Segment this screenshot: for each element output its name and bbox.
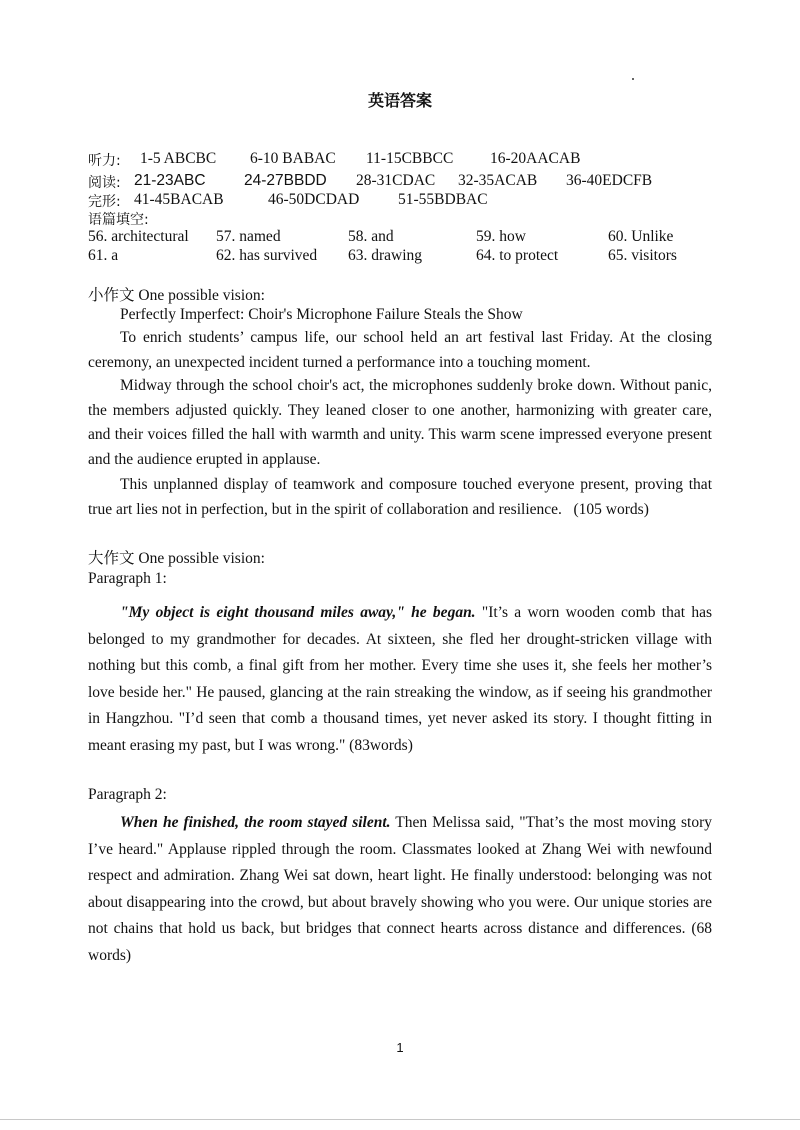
paragraph-2-label: Paragraph 2:: [88, 786, 167, 803]
answer-group: 32-35ACAB: [458, 172, 538, 189]
paragraph-body: Then Melissa said, "That’s the most moving story I’ve heard." Applause rippled through the room. Classmates looked at Zhang Wei with newfound respect and admiration. Zhang Wei sat down, heart light. He finally understood: belonging was not about disappearing into the crowd, but about bravely showing who you were. Our unique stories are not chains that hold us back, but bridges that connect hearts across distance and differences. (68 words): [88, 814, 712, 964]
page-bottom-edge: [0, 1119, 800, 1120]
short-writing-paragraph-2: Midway through the school choir's act, the microphones suddenly broke down. Without panic, the members adjusted quickly. They leaned closer to one another, harmonizing with greater care, and their voices filled the hall with warmth and unity. This warm scene impressed everyone present and the audience erupted in applause.: [88, 377, 712, 468]
short-writing-paragraph-3: This unplanned display of teamwork and composure touched everyone present, proving that true art lies not in perfection, but in the spirit of collaboration and resilience. (105 words): [88, 476, 712, 518]
answer-group: 28-31CDAC: [356, 172, 436, 189]
given-opening-sentence: "My object is eight thousand miles away," he began.: [120, 604, 476, 621]
answer-item: 63. drawing: [348, 247, 423, 264]
paragraph-body: "It’s a worn wooden comb that has belonged to my grandmother for decades. At sixteen, she fled her drought-stricken village with nothing but this comb, a final gift from her mother. Every time she uses it, she feels her mother’s love beside her." He paused, glancing at the rain streaking the window, as if seeing his grandmother in Hangzhou. "I’d seen that comb a thousand times, yet never asked its story. I thought fitting in meant erasing my past, but I was wrong." (83words): [88, 604, 712, 754]
answer-item: 60. Unlike: [608, 228, 674, 245]
cloze-label: 完形:: [88, 194, 121, 210]
short-writing-paragraph-1: To enrich students’ campus life, our school held an art festival last Friday. At the closing ceremony, an unexpected incident turned a performance into a touching moment.: [88, 329, 712, 371]
long-writing-heading: 大作文 One possible vision:: [88, 550, 265, 567]
answer-group: 1-5 ABCBC: [140, 150, 217, 167]
short-writing-title: Perfectly Imperfect: Choir's Microphone Failure Steals the Show: [120, 306, 523, 323]
answer-group: 11-15CBBCC: [366, 150, 454, 167]
page-number: 1: [396, 1040, 404, 1055]
answer-item: 58. and: [348, 228, 394, 245]
answer-item: 56. architectural: [88, 228, 189, 245]
long-writing-paragraph-1: [88, 600, 712, 759]
scan-speck: [632, 78, 634, 80]
answer-item: 59. how: [476, 228, 526, 245]
grammar-fill-label: 语篇填空:: [88, 212, 149, 228]
answer-group: 51-55BDBAC: [398, 191, 488, 208]
answer-group: 21-23ABC: [134, 172, 206, 189]
answer-item: 57. named: [216, 228, 281, 245]
short-writing-heading: 小作文 One possible vision:: [88, 287, 265, 304]
answer-item: 61. a: [88, 247, 119, 264]
answer-item: 65. visitors: [608, 247, 677, 264]
reading-label: 阅读:: [88, 175, 121, 191]
answer-group: 16-20AACAB: [490, 150, 581, 167]
answer-item: 64. to protect: [476, 247, 559, 264]
answer-group: 6-10 BABAC: [250, 150, 336, 167]
answer-item: 62. has survived: [216, 247, 318, 264]
paragraph-1-label: Paragraph 1:: [88, 570, 167, 587]
given-opening-sentence: When he finished, the room stayed silent.: [120, 814, 391, 831]
long-writing-paragraph-2: [88, 810, 712, 969]
answer-group: 41-45BACAB: [134, 191, 224, 208]
answer-group: 36-40EDCFB: [566, 172, 653, 189]
answer-group: 46-50DCDAD: [268, 191, 360, 208]
listening-label: 听力:: [88, 153, 121, 169]
answer-group: 24-27BBDD: [244, 172, 327, 189]
page-title: 英语答案: [367, 91, 432, 110]
